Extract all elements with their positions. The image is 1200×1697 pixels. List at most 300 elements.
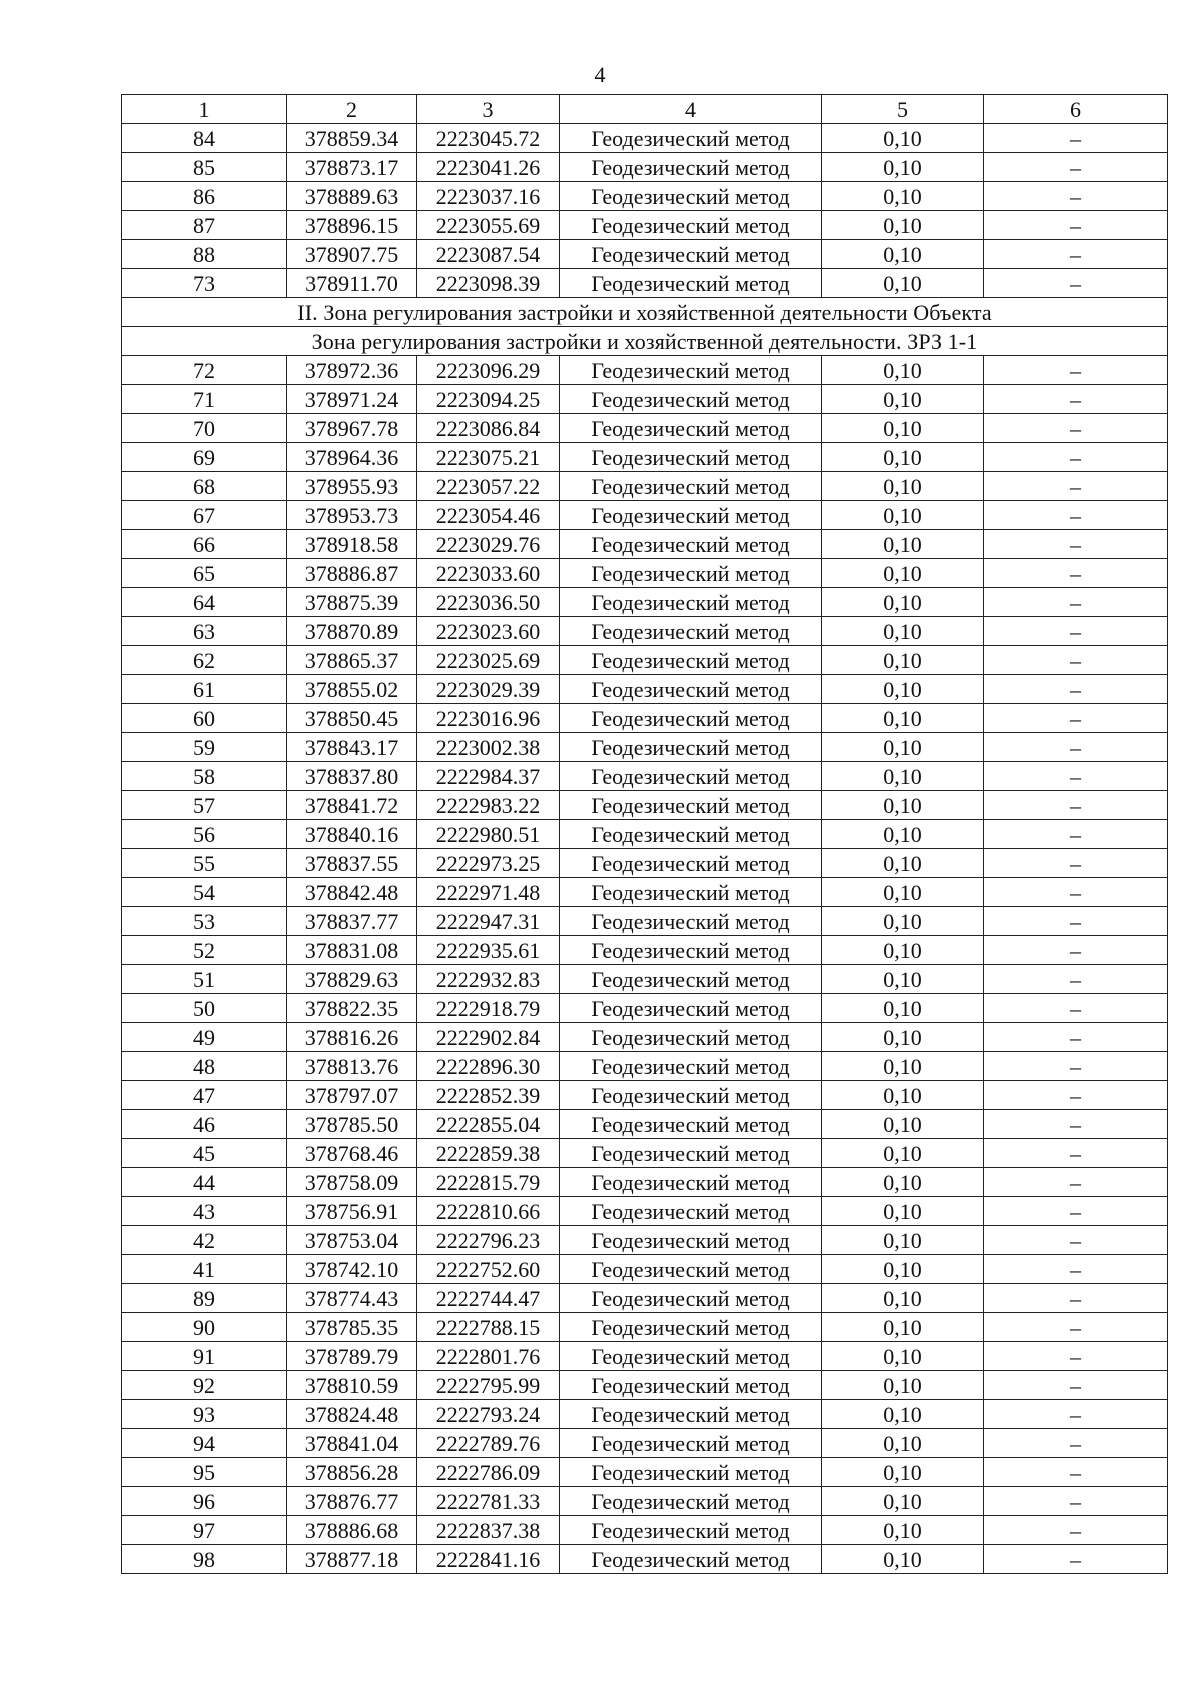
table-cell: 86: [122, 182, 287, 211]
table-cell: –: [984, 1139, 1168, 1168]
table-cell: Геодезический метод: [560, 1168, 822, 1197]
table-cell: 0,10: [822, 1226, 984, 1255]
table-cell: 43: [122, 1197, 287, 1226]
table-row: [122, 1342, 1168, 1371]
table-cell: 378810.59: [287, 1371, 417, 1400]
table-cell: 71: [122, 385, 287, 414]
table-row: [122, 994, 1168, 1023]
table-cell: –: [984, 617, 1168, 646]
table-cell: 2222788.15: [417, 1313, 560, 1342]
table-cell: Геодезический метод: [560, 240, 822, 269]
table-cell: 85: [122, 153, 287, 182]
table-cell: Геодезический метод: [560, 733, 822, 762]
table-cell: 0,10: [822, 1545, 984, 1574]
table-cell: 2223041.26: [417, 153, 560, 182]
table-cell: Геодезический метод: [560, 501, 822, 530]
table-cell: 378824.48: [287, 1400, 417, 1429]
table-cell: –: [984, 182, 1168, 211]
table-cell: Геодезический метод: [560, 1197, 822, 1226]
table-cell: Геодезический метод: [560, 1081, 822, 1110]
table-cell: 0,10: [822, 965, 984, 994]
table-cell: Геодезический метод: [560, 182, 822, 211]
table-cell: 2222973.25: [417, 849, 560, 878]
table-cell: 0,10: [822, 501, 984, 530]
page-number: 4: [594, 62, 606, 87]
table-cell: 2222796.23: [417, 1226, 560, 1255]
table-cell: 91: [122, 1342, 287, 1371]
table-cell: Геодезический метод: [560, 588, 822, 617]
table-cell: 378870.89: [287, 617, 417, 646]
table-row: [122, 530, 1168, 559]
table-cell: 46: [122, 1110, 287, 1139]
table-row: [122, 849, 1168, 878]
table-row: [122, 907, 1168, 936]
table-cell: –: [984, 1110, 1168, 1139]
table-cell: 67: [122, 501, 287, 530]
table-cell: 72: [122, 356, 287, 385]
table-cell: –: [984, 472, 1168, 501]
table-cell: 60: [122, 704, 287, 733]
table-cell: 2223075.21: [417, 443, 560, 472]
table-cell: Геодезический метод: [560, 965, 822, 994]
table-cell: 378896.15: [287, 211, 417, 240]
table-cell: 50: [122, 994, 287, 1023]
table-cell: –: [984, 124, 1168, 153]
table-cell: 378877.18: [287, 1545, 417, 1574]
table-cell: Геодезический метод: [560, 791, 822, 820]
column-header: 6: [984, 95, 1168, 124]
table-cell: 68: [122, 472, 287, 501]
table-cell: –: [984, 240, 1168, 269]
table-cell: 2222859.38: [417, 1139, 560, 1168]
table-row: [122, 791, 1168, 820]
table-row: [122, 1371, 1168, 1400]
table-cell: 0,10: [822, 646, 984, 675]
table-cell: –: [984, 1516, 1168, 1545]
table-cell: 0,10: [822, 675, 984, 704]
table-cell: 2222896.30: [417, 1052, 560, 1081]
table-row: [122, 1052, 1168, 1081]
table-row: [122, 414, 1168, 443]
table-row: [122, 269, 1168, 298]
table-cell: 2222815.79: [417, 1168, 560, 1197]
table-cell: –: [984, 1255, 1168, 1284]
table-cell: 2223057.22: [417, 472, 560, 501]
table-row: [122, 1168, 1168, 1197]
table-cell: 47: [122, 1081, 287, 1110]
table-cell: 2222852.39: [417, 1081, 560, 1110]
table-row: [122, 617, 1168, 646]
table-cell: 378843.17: [287, 733, 417, 762]
table-row: [122, 1313, 1168, 1342]
table-cell: 2222947.31: [417, 907, 560, 936]
table-cell: 70: [122, 414, 287, 443]
section-title-row: [122, 298, 1168, 327]
table-cell: 0,10: [822, 936, 984, 965]
table-cell: Геодезический метод: [560, 1052, 822, 1081]
table-cell: –: [984, 153, 1168, 182]
coordinates-table: [121, 94, 1168, 1574]
table-cell: 95: [122, 1458, 287, 1487]
table-cell: –: [984, 762, 1168, 791]
table-cell: Геодезический метод: [560, 1400, 822, 1429]
table-row: [122, 1110, 1168, 1139]
table-cell: Геодезический метод: [560, 849, 822, 878]
table-cell: 0,10: [822, 240, 984, 269]
table-cell: Геодезический метод: [560, 443, 822, 472]
table-cell: Геодезический метод: [560, 211, 822, 240]
table-cell: –: [984, 791, 1168, 820]
table-cell: 48: [122, 1052, 287, 1081]
table-cell: 378831.08: [287, 936, 417, 965]
table-cell: 55: [122, 849, 287, 878]
table-cell: 2223033.60: [417, 559, 560, 588]
table-cell: Геодезический метод: [560, 414, 822, 443]
table-cell: 2223094.25: [417, 385, 560, 414]
table-row: [122, 443, 1168, 472]
table-cell: 378840.16: [287, 820, 417, 849]
table-cell: 0,10: [822, 878, 984, 907]
table-cell: 89: [122, 1284, 287, 1313]
table-cell: 2222801.76: [417, 1342, 560, 1371]
table-cell: 0,10: [822, 269, 984, 298]
table-cell: 2222744.47: [417, 1284, 560, 1313]
table-row: [122, 153, 1168, 182]
table-cell: 94: [122, 1429, 287, 1458]
table-cell: 378953.73: [287, 501, 417, 530]
table-cell: 2223045.72: [417, 124, 560, 153]
table-cell: 378829.63: [287, 965, 417, 994]
table-cell: 378841.72: [287, 791, 417, 820]
table-cell: Геодезический метод: [560, 1139, 822, 1168]
table-row: [122, 1226, 1168, 1255]
table-cell: Геодезический метод: [560, 356, 822, 385]
table-cell: –: [984, 1226, 1168, 1255]
table-cell: 2223002.38: [417, 733, 560, 762]
table-cell: 0,10: [822, 1052, 984, 1081]
table-cell: 2223036.50: [417, 588, 560, 617]
table-cell: Геодезический метод: [560, 269, 822, 298]
table-row: [122, 472, 1168, 501]
table-cell: 0,10: [822, 849, 984, 878]
table-cell: 0,10: [822, 588, 984, 617]
table-cell: 84: [122, 124, 287, 153]
section-title: II. Зона регулирования застройки и хозяйственной деятельности Объекта: [122, 298, 1168, 327]
table-cell: –: [984, 269, 1168, 298]
table-cell: 52: [122, 936, 287, 965]
table-cell: –: [984, 994, 1168, 1023]
table-cell: Геодезический метод: [560, 646, 822, 675]
table-cell: 378816.26: [287, 1023, 417, 1052]
table-cell: 44: [122, 1168, 287, 1197]
table-cell: 2222855.04: [417, 1110, 560, 1139]
table-row: [122, 588, 1168, 617]
table-cell: 2222810.66: [417, 1197, 560, 1226]
table-cell: Геодезический метод: [560, 385, 822, 414]
table-cell: 92: [122, 1371, 287, 1400]
table-cell: 2222789.76: [417, 1429, 560, 1458]
table-cell: –: [984, 646, 1168, 675]
table-cell: 0,10: [822, 820, 984, 849]
table-cell: 0,10: [822, 472, 984, 501]
table-cell: 0,10: [822, 1139, 984, 1168]
table-cell: –: [984, 704, 1168, 733]
table-cell: Геодезический метод: [560, 704, 822, 733]
table-row: [122, 356, 1168, 385]
table-cell: 0,10: [822, 443, 984, 472]
table-cell: 41: [122, 1255, 287, 1284]
table-cell: –: [984, 733, 1168, 762]
table-cell: 378873.17: [287, 153, 417, 182]
table-cell: 2223086.84: [417, 414, 560, 443]
table-cell: –: [984, 1081, 1168, 1110]
table-row: [122, 1197, 1168, 1226]
table-cell: 378785.50: [287, 1110, 417, 1139]
table-cell: Геодезический метод: [560, 762, 822, 791]
table-row: [122, 878, 1168, 907]
table-cell: 0,10: [822, 1284, 984, 1313]
table-cell: 0,10: [822, 1168, 984, 1197]
table-cell: 378859.34: [287, 124, 417, 153]
table-cell: 2223037.16: [417, 182, 560, 211]
table-cell: 2222983.22: [417, 791, 560, 820]
table-cell: 2222752.60: [417, 1255, 560, 1284]
table-cell: 73: [122, 269, 287, 298]
table-cell: 378875.39: [287, 588, 417, 617]
table-cell: –: [984, 675, 1168, 704]
table-cell: –: [984, 820, 1168, 849]
table-cell: 0,10: [822, 1371, 984, 1400]
table-cell: 378964.36: [287, 443, 417, 472]
table-cell: 0,10: [822, 414, 984, 443]
table-cell: 378789.79: [287, 1342, 417, 1371]
table-cell: Геодезический метод: [560, 1487, 822, 1516]
table-cell: Геодезический метод: [560, 1226, 822, 1255]
column-header: 3: [417, 95, 560, 124]
table-cell: 97: [122, 1516, 287, 1545]
table-cell: 62: [122, 646, 287, 675]
table-cell: 2223029.76: [417, 530, 560, 559]
table-cell: –: [984, 385, 1168, 414]
table-cell: –: [984, 849, 1168, 878]
table-cell: –: [984, 1313, 1168, 1342]
table-cell: 2222837.38: [417, 1516, 560, 1545]
table-cell: 58: [122, 762, 287, 791]
table-cell: 378768.46: [287, 1139, 417, 1168]
table-cell: 53: [122, 907, 287, 936]
table-cell: 2222984.37: [417, 762, 560, 791]
subsection-title-row: [122, 327, 1168, 356]
table-row: [122, 240, 1168, 269]
table-cell: Геодезический метод: [560, 1110, 822, 1139]
table-cell: 90: [122, 1313, 287, 1342]
table-cell: Геодезический метод: [560, 994, 822, 1023]
table-cell: –: [984, 1284, 1168, 1313]
table-cell: –: [984, 588, 1168, 617]
table-cell: 45: [122, 1139, 287, 1168]
table-cell: 2222971.48: [417, 878, 560, 907]
table-row: [122, 1400, 1168, 1429]
table-cell: 2223098.39: [417, 269, 560, 298]
table-cell: 378822.35: [287, 994, 417, 1023]
table-cell: Геодезический метод: [560, 820, 822, 849]
table-cell: 0,10: [822, 1342, 984, 1371]
table-row: [122, 1139, 1168, 1168]
table-row: [122, 1458, 1168, 1487]
table-row: [122, 704, 1168, 733]
table-cell: 57: [122, 791, 287, 820]
table-row: [122, 211, 1168, 240]
table-cell: Геодезический метод: [560, 907, 822, 936]
table-cell: 87: [122, 211, 287, 240]
table-row: [122, 1516, 1168, 1545]
table-cell: 51: [122, 965, 287, 994]
table-cell: 2222793.24: [417, 1400, 560, 1429]
table-cell: 2222795.99: [417, 1371, 560, 1400]
table-cell: 42: [122, 1226, 287, 1255]
table-cell: 0,10: [822, 1429, 984, 1458]
table-cell: 2223087.54: [417, 240, 560, 269]
table-cell: Геодезический метод: [560, 878, 822, 907]
table-cell: 0,10: [822, 617, 984, 646]
table-cell: 378785.35: [287, 1313, 417, 1342]
table-cell: 378756.91: [287, 1197, 417, 1226]
table-cell: Геодезический метод: [560, 1342, 822, 1371]
table-row: [122, 182, 1168, 211]
table-cell: Геодезический метод: [560, 1545, 822, 1574]
table-cell: 0,10: [822, 182, 984, 211]
table-row: [122, 124, 1168, 153]
subsection-title: Зона регулирования застройки и хозяйственной деятельности. ЗРЗ 1-1: [122, 327, 1168, 356]
table-row: [122, 385, 1168, 414]
table-cell: 2223016.96: [417, 704, 560, 733]
table-cell: 378758.09: [287, 1168, 417, 1197]
table-cell: 2222781.33: [417, 1487, 560, 1516]
table-cell: –: [984, 965, 1168, 994]
table-cell: 61: [122, 675, 287, 704]
table-cell: 93: [122, 1400, 287, 1429]
table-cell: –: [984, 1458, 1168, 1487]
table-cell: –: [984, 907, 1168, 936]
table-row: [122, 1487, 1168, 1516]
table-cell: 378955.93: [287, 472, 417, 501]
table-cell: 64: [122, 588, 287, 617]
table-cell: 378886.68: [287, 1516, 417, 1545]
table-cell: 378753.04: [287, 1226, 417, 1255]
table-cell: 59: [122, 733, 287, 762]
table-cell: 0,10: [822, 1255, 984, 1284]
table-cell: –: [984, 1400, 1168, 1429]
table-cell: 2222980.51: [417, 820, 560, 849]
table-cell: Геодезический метод: [560, 936, 822, 965]
table-cell: 0,10: [822, 385, 984, 414]
table-row: [122, 559, 1168, 588]
column-header: 2: [287, 95, 417, 124]
table-cell: 56: [122, 820, 287, 849]
column-header: 1: [122, 95, 287, 124]
table-cell: –: [984, 414, 1168, 443]
table-cell: Геодезический метод: [560, 1284, 822, 1313]
table-cell: 378837.55: [287, 849, 417, 878]
table-cell: 2223029.39: [417, 675, 560, 704]
table-cell: 0,10: [822, 211, 984, 240]
table-cell: –: [984, 530, 1168, 559]
table-cell: 378855.02: [287, 675, 417, 704]
table-cell: 2222841.16: [417, 1545, 560, 1574]
table-cell: 66: [122, 530, 287, 559]
table-cell: –: [984, 356, 1168, 385]
table-cell: Геодезический метод: [560, 617, 822, 646]
table-cell: 0,10: [822, 1110, 984, 1139]
table-cell: 378889.63: [287, 182, 417, 211]
table-cell: 378972.36: [287, 356, 417, 385]
table-cell: –: [984, 211, 1168, 240]
column-header: 5: [822, 95, 984, 124]
table-cell: 378813.76: [287, 1052, 417, 1081]
table-row: [122, 936, 1168, 965]
table-cell: 63: [122, 617, 287, 646]
table-cell: Геодезический метод: [560, 124, 822, 153]
table-cell: –: [984, 1342, 1168, 1371]
table-cell: 2223055.69: [417, 211, 560, 240]
table-row: [122, 733, 1168, 762]
table-cell: 2222932.83: [417, 965, 560, 994]
table-header-row: [122, 95, 1168, 124]
table-row: [122, 1545, 1168, 1574]
table-cell: 96: [122, 1487, 287, 1516]
table-cell: Геодезический метод: [560, 1255, 822, 1284]
table-row: [122, 762, 1168, 791]
table-cell: 378907.75: [287, 240, 417, 269]
table-cell: Геодезический метод: [560, 472, 822, 501]
table-cell: 378842.48: [287, 878, 417, 907]
column-header: 4: [560, 95, 822, 124]
table-cell: 378971.24: [287, 385, 417, 414]
table-cell: Геодезический метод: [560, 153, 822, 182]
table-cell: 378886.87: [287, 559, 417, 588]
table-cell: Геодезический метод: [560, 1023, 822, 1052]
table-row: [122, 1081, 1168, 1110]
table-cell: 0,10: [822, 1400, 984, 1429]
table-cell: 2223096.29: [417, 356, 560, 385]
table-cell: 378918.58: [287, 530, 417, 559]
table-cell: 0,10: [822, 559, 984, 588]
table-cell: –: [984, 1545, 1168, 1574]
table-cell: 0,10: [822, 791, 984, 820]
table-cell: 2223054.46: [417, 501, 560, 530]
table-cell: Геодезический метод: [560, 530, 822, 559]
table-cell: –: [984, 443, 1168, 472]
table-cell: 0,10: [822, 907, 984, 936]
table-cell: 0,10: [822, 356, 984, 385]
table-cell: 0,10: [822, 704, 984, 733]
table-cell: 49: [122, 1023, 287, 1052]
table-cell: 378850.45: [287, 704, 417, 733]
table-cell: –: [984, 1371, 1168, 1400]
table-row: [122, 646, 1168, 675]
table-cell: 0,10: [822, 994, 984, 1023]
table-row: [122, 1255, 1168, 1284]
table-cell: 2222918.79: [417, 994, 560, 1023]
table-cell: 378841.04: [287, 1429, 417, 1458]
table-cell: –: [984, 1487, 1168, 1516]
table-cell: 0,10: [822, 124, 984, 153]
table-cell: 378967.78: [287, 414, 417, 443]
table-cell: –: [984, 1429, 1168, 1458]
table-cell: –: [984, 878, 1168, 907]
table-cell: –: [984, 1168, 1168, 1197]
table-cell: 0,10: [822, 1081, 984, 1110]
